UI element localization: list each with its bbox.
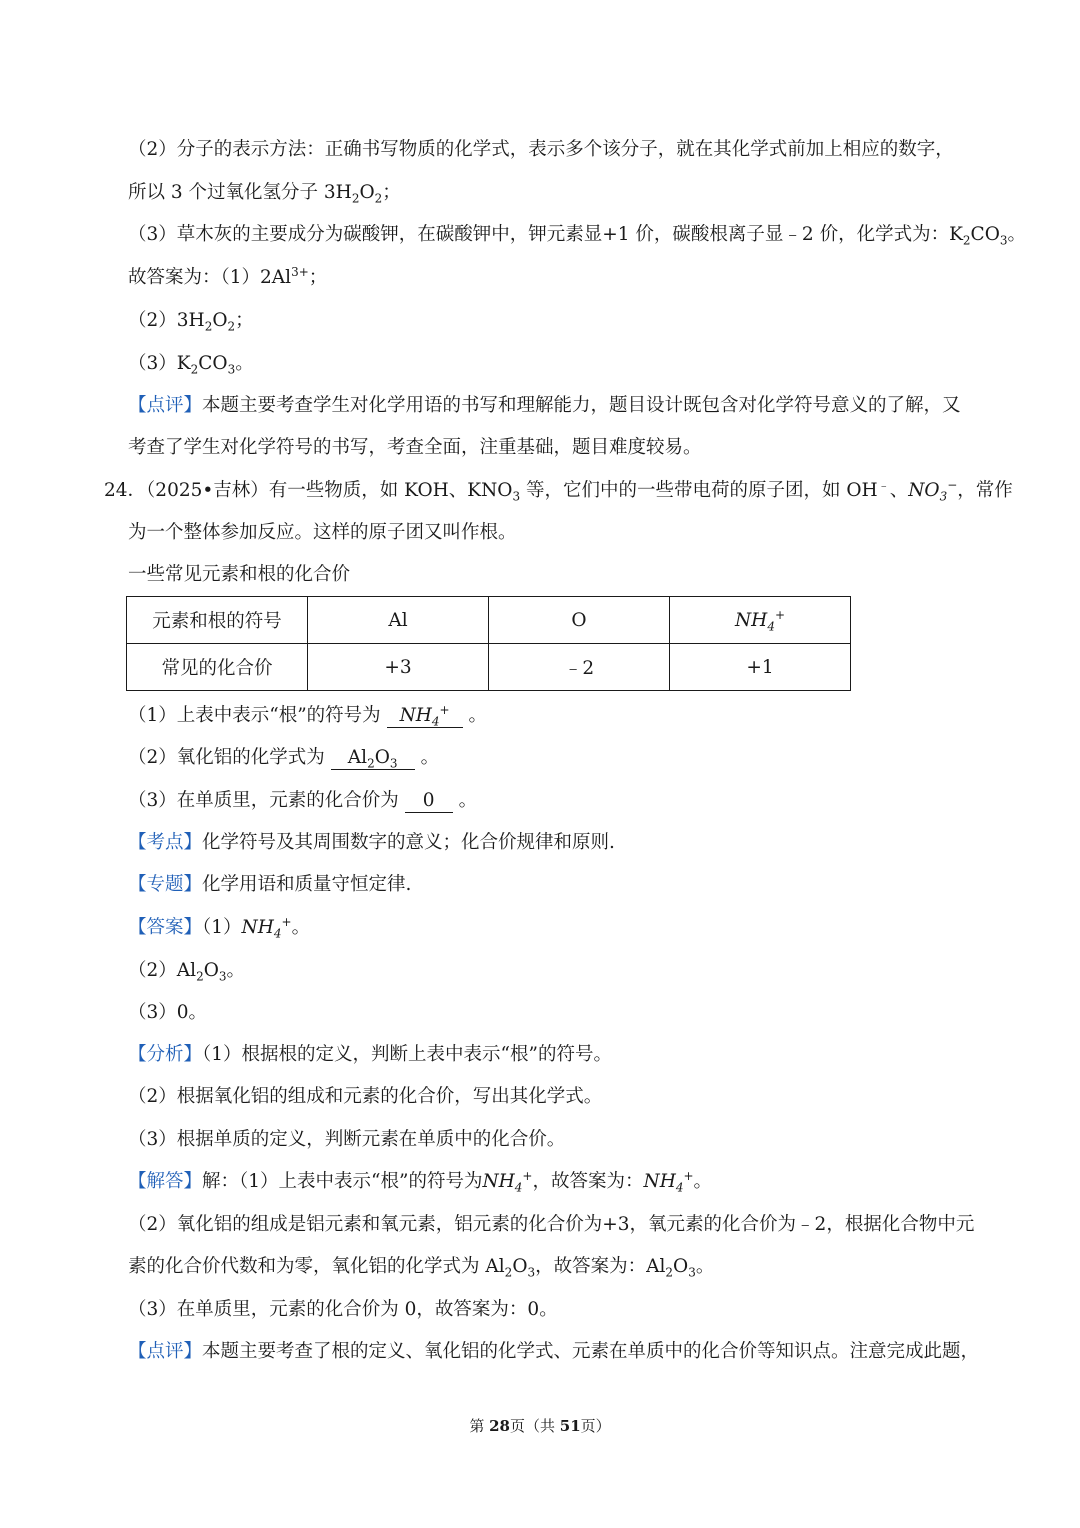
table-row <box>127 597 851 644</box>
zhuanti-tag: 【专题】 <box>128 874 203 895</box>
kaodian-tag: 【考点】 <box>128 832 203 853</box>
current-page-number: 28 <box>489 1417 510 1435</box>
table-cell: $NH_4^+$ <box>670 597 851 644</box>
q24-sub-question-2: （2）氧化铝的化学式为 $Al_2O_3$ 。 <box>128 747 440 771</box>
analysis-tag: 【分析】 <box>128 1044 203 1065</box>
answer-tag: 【答案】 <box>128 917 203 938</box>
q23-line-2b: 所以 3 个过氧化氢分子 $3H_2O_2$； <box>128 182 401 206</box>
q23-answer-2: $(2)3H_2O_2$； <box>128 310 254 334</box>
q24-stem-line-1: 24．（2025•吉林）有一些物质，如 KOH、$KNO_3$ 等，它们中的一些带电荷的原子团，如 OH﹣、$NO_3^-$，常作 <box>104 477 1013 504</box>
analysis-line-3: （3）根据单质的定义，判断元素在单质中的化合价。 <box>128 1129 566 1150</box>
table-cell: Al <box>308 597 489 644</box>
table-cell: +1 <box>670 644 851 691</box>
comment-tag: 【点评】 <box>128 395 203 416</box>
comment-tag: 【点评】 <box>128 1341 203 1362</box>
solution-line-3: （3）在单质里，元素的化合价为 0，故答案为：0。 <box>128 1299 558 1320</box>
comment-line: 【点评】本题主要考查了根的定义、氧化铝的化学式、元素在单质中的化合价等知识点。注意完成此题， <box>128 1341 980 1362</box>
analysis-line-2: （2）根据氧化铝的组成和元素的化合价，写出其化学式。 <box>128 1086 603 1107</box>
zhuanti-line: 【专题】化学用语和质量守恒定律. <box>128 874 412 895</box>
q24-sub-question-1: （1）上表中表示“根”的符号为 $NH_4^+$ 。 <box>128 702 487 729</box>
kaodian-line: 【考点】化学符号及其周围数字的意义；化合价规律和原则. <box>128 832 615 853</box>
q24-sub-question-3: （3）在单质里，元素的化合价为 0 。 <box>128 790 478 811</box>
q23-answer-1: 故答案为：$(1)2Al^{3+}$； <box>128 264 328 288</box>
table-cell: +3 <box>308 644 489 691</box>
q23-line-3: （3）草木灰的主要成分为碳酸钾，在碳酸钾中，钾元素显+1 价，碳酸根离子显﹣2 价，化学式为：$K_2CO_3$。 <box>128 224 1027 248</box>
table-cell: O <box>489 597 670 644</box>
total-page-number: 51 <box>559 1417 581 1435</box>
answer-line-1: 【答案】$(1)NH_4^+$。 <box>128 914 311 941</box>
valence-table <box>126 596 851 691</box>
solution-tag: 【解答】 <box>128 1171 203 1192</box>
answer-line-3: （3）0。 <box>128 1002 208 1023</box>
solution-line-1: 【解答】解：（1）上表中表示“根”的符号为$NH_4^+$，故答案为：$NH_4^+$。 <box>128 1168 713 1195</box>
solution-line-2a: （2）氧化铝的组成是铝元素和氧元素，铝元素的化合价为+3，氧元素的化合价为﹣2，根据化合物中元 <box>128 1214 975 1235</box>
table-header-cell: 常见的化合价 <box>127 644 308 691</box>
q24-stem-line-2: 为一个整体参加反应。这样的原子团又叫作根。 <box>128 522 517 543</box>
q23-comment-line-1: 【点评】本题主要考查学生对化学用语的书写和理解能力，题目设计既包含对化学符号意义的了解，又 <box>128 395 961 416</box>
analysis-line-1: 【分析】（1）根据根的定义，判断上表中表示“根”的符号。 <box>128 1044 612 1065</box>
solution-line-2b: 素的化合价代数和为零，氧化铝的化学式为 $Al_2O_3$，故答案为：$Al_2O_3$。 <box>128 1256 715 1280</box>
q23-answer-3: $(3)K_2CO_3$。 <box>128 353 254 377</box>
table-header-cell: 元素和根的符号 <box>127 597 308 644</box>
page-footer: 第 28页（共 51页） <box>469 1417 611 1435</box>
q23-line-2a: （2）分子的表示方法：正确书写物质的化学式，表示多个该分子，就在其化学式前加上相应的数字， <box>128 139 954 160</box>
table-cell: ﹣2 <box>489 644 670 691</box>
q23-comment-line-2: 考查了学生对化学符号的书写，考查全面，注重基础，题目难度较易。 <box>128 437 702 458</box>
table-caption: 一些常见元素和根的化合价 <box>128 564 351 585</box>
table-row <box>127 644 851 691</box>
answer-line-2: $(2)Al_2O_3$。 <box>128 960 246 984</box>
